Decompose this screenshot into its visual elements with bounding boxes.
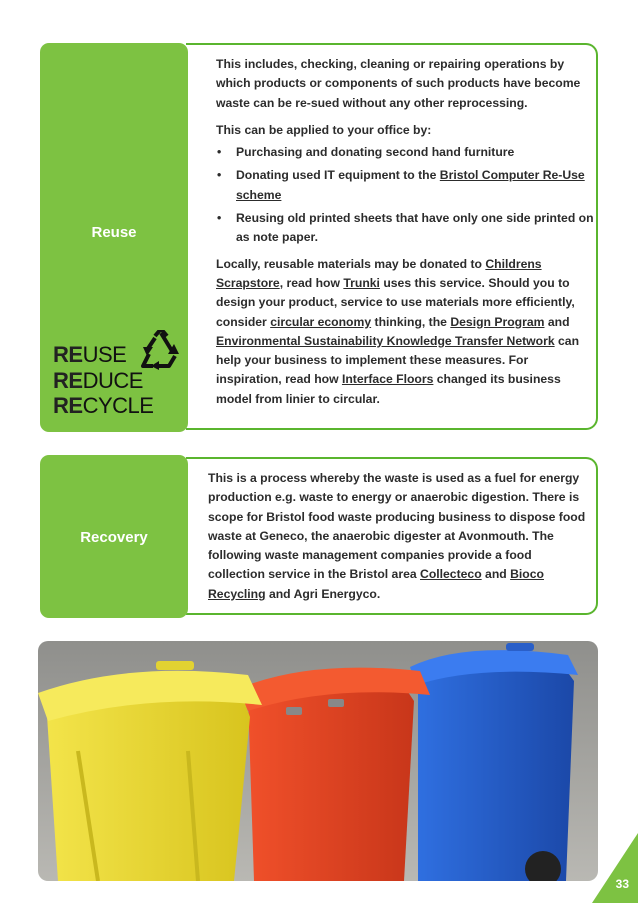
reuse-label: Reuse [91, 224, 137, 241]
trunki-link[interactable]: Trunki [343, 275, 380, 290]
red-bin [238, 668, 430, 881]
yellow-bin [38, 661, 262, 881]
reuse-intro: This includes, checking, cleaning or repairing operations by which products or components of such products have become waste can be re-sued without any other reprocessing. [216, 57, 581, 110]
list-item: • Donating used IT equipment to the Bristol Computer Re-Use scheme [217, 168, 585, 202]
circular-economy-link[interactable]: circular economy [270, 314, 372, 329]
reuse-bullet-list [216, 143, 594, 247]
esktn-link[interactable]: Environmental Sustainability Knowledge Transfer Network [216, 333, 555, 348]
childrens-scrapstore-link[interactable]: Childrens Scrapstore [216, 256, 542, 290]
reuse-applied: This can be applied to your office by: [216, 122, 432, 137]
collecteco-link[interactable]: Collecteco [420, 567, 482, 582]
list-item: • Reusing old printed sheets that have only one side printed on as note paper. [217, 211, 594, 245]
recovery-label: Recovery [80, 529, 148, 546]
recovery-side-panel [40, 455, 188, 618]
recycling-bins-photo [38, 641, 598, 881]
reuse-local-paragraph: Locally, reusable materials may be donated to Childrens Scrapstore, read how Trunki uses this service. Should you to design your product, service to use materials more efficiently, consider circular economy thinking, the Design Program and Environmental Sustainability Knowledge Transfer Network can help your business to implement these measures. For inspiration, read how Interface Floors changed its business model from linier to circular. [216, 256, 580, 406]
recovery-text: This is a process whereby the waste is used as a fuel for energy production e.g. waste to energy or anaerobic digestion. There is scope for Bristol food waste producing business to dispose food waste at Geneco, the anaerobic digester at Avonmouth. The following waste management companies provide a food collection service in the Bristol area Collecteco and Bioco Recycling and Agri Energyco. [208, 471, 586, 601]
bristol-computer-link[interactable]: Bristol Computer Re-Use scheme [236, 168, 585, 202]
design-program-link[interactable]: Design Program [450, 314, 545, 329]
blue-bin [410, 643, 578, 881]
page-number: 33 [615, 877, 629, 891]
recycle-icon [139, 330, 183, 370]
interface-floors-link[interactable]: Interface Floors [341, 372, 434, 387]
list-item: • Purchasing and donating second hand furniture [217, 145, 515, 160]
reuse-reduce-recycle-logo: REUSE REDUCE RECYCLE [53, 330, 183, 414]
reuse-text [216, 55, 594, 409]
page-corner-tab [592, 833, 638, 903]
bioco-recycling-link[interactable]: Bioco Recycling [208, 567, 544, 601]
